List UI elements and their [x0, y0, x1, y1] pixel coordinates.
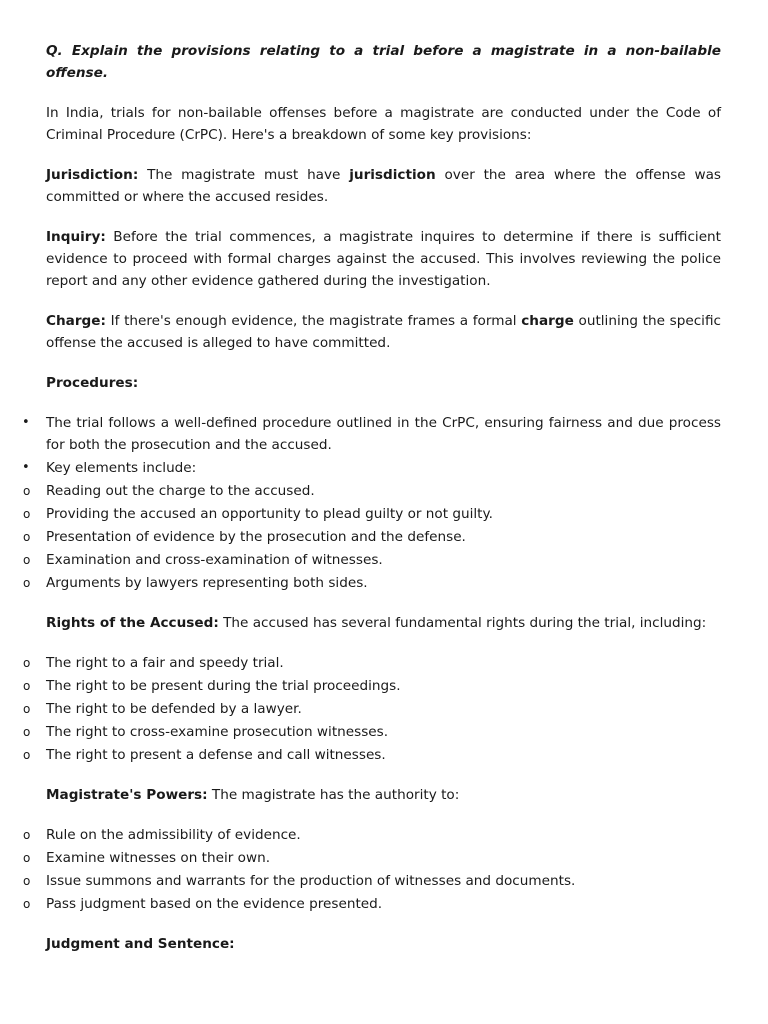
- procedures-heading: Procedures:: [46, 375, 139, 391]
- powers-item: o Issue summons and warrants for the production of witnesses and documents.: [46, 870, 721, 892]
- charge-paragraph: [46, 310, 721, 354]
- document-body: [46, 40, 721, 973]
- powers-label: Magistrate's Powers:: [46, 787, 208, 803]
- jurisdiction-paragraph: [46, 164, 721, 208]
- powers-paragraph: [46, 784, 721, 806]
- rights-label: Rights of the Accused:: [46, 615, 219, 631]
- procedures-sub-item: o Presentation of evidence by the prosecution and the defense.: [46, 526, 721, 548]
- jurisdiction-text-post: over the area where the offense was committed or where the accused resides.: [46, 167, 721, 205]
- charge-text-pre: If there's enough evidence, the magistrate frames a formal: [105, 313, 522, 329]
- jurisdiction-text-pre: The magistrate must have: [138, 167, 350, 183]
- procedures-list: [46, 412, 721, 594]
- procedures-sub-item: o Reading out the charge to the accused.: [46, 480, 721, 502]
- powers-list: [46, 824, 721, 915]
- inquiry-text: Before the trial commences, a magistrate inquires to determine if there is sufficient evidence to proceed with formal charges against the accused. This involves reviewing the police report and any other evidence gathered during the investigation.: [46, 229, 721, 289]
- jurisdiction-label: Jurisdiction:: [46, 167, 139, 183]
- judgment-heading: Judgment and Sentence:: [46, 936, 235, 952]
- procedures-sub-item: o Providing the accused an opportunity to plead guilty or not guilty.: [46, 503, 721, 525]
- inquiry-label: Inquiry:: [46, 229, 106, 245]
- charge-label: Charge:: [46, 313, 106, 329]
- powers-item: o Pass judgment based on the evidence presented.: [46, 893, 721, 915]
- rights-item: o The right to a fair and speedy trial.: [46, 652, 721, 674]
- jurisdiction-bold-term: jurisdiction: [349, 167, 436, 183]
- procedures-bullet-item: • The trial follows a well-defined procedure outlined in the CrPC, ensuring fairness and due process for both the prosecution and the accused.: [46, 412, 721, 456]
- charge-text-post: outlining the specific offense the accused is alleged to have committed.: [46, 313, 721, 351]
- rights-item: o The right to cross-examine prosecution witnesses.: [46, 721, 721, 743]
- inquiry-paragraph: [46, 226, 721, 292]
- powers-item: o Rule on the admissibility of evidence.: [46, 824, 721, 846]
- powers-item: o Examine witnesses on their own.: [46, 847, 721, 869]
- procedures-sub-item: o Arguments by lawyers representing both sides.: [46, 572, 721, 594]
- procedures-sub-item: o Examination and cross-examination of witnesses.: [46, 549, 721, 571]
- rights-list: [46, 652, 721, 766]
- rights-item: o The right to be present during the trial proceedings.: [46, 675, 721, 697]
- intro-paragraph: In India, trials for non-bailable offenses before a magistrate are conducted under the Code of Criminal Procedure (CrPC). Here's a breakdown of some key provisions:: [46, 105, 721, 143]
- procedures-bullet-item: • Key elements include:: [46, 457, 721, 479]
- rights-text: The accused has several fundamental rights during the trial, including:: [218, 615, 707, 631]
- rights-item: o The right to present a defense and call witnesses.: [46, 744, 721, 766]
- rights-item: o The right to be defended by a lawyer.: [46, 698, 721, 720]
- powers-text: The magistrate has the authority to:: [207, 787, 460, 803]
- question-heading: Q. Explain the provisions relating to a trial before a magistrate in a non-bailable offense.: [46, 43, 721, 81]
- rights-paragraph: [46, 612, 721, 634]
- charge-bold-term: charge: [521, 313, 574, 329]
